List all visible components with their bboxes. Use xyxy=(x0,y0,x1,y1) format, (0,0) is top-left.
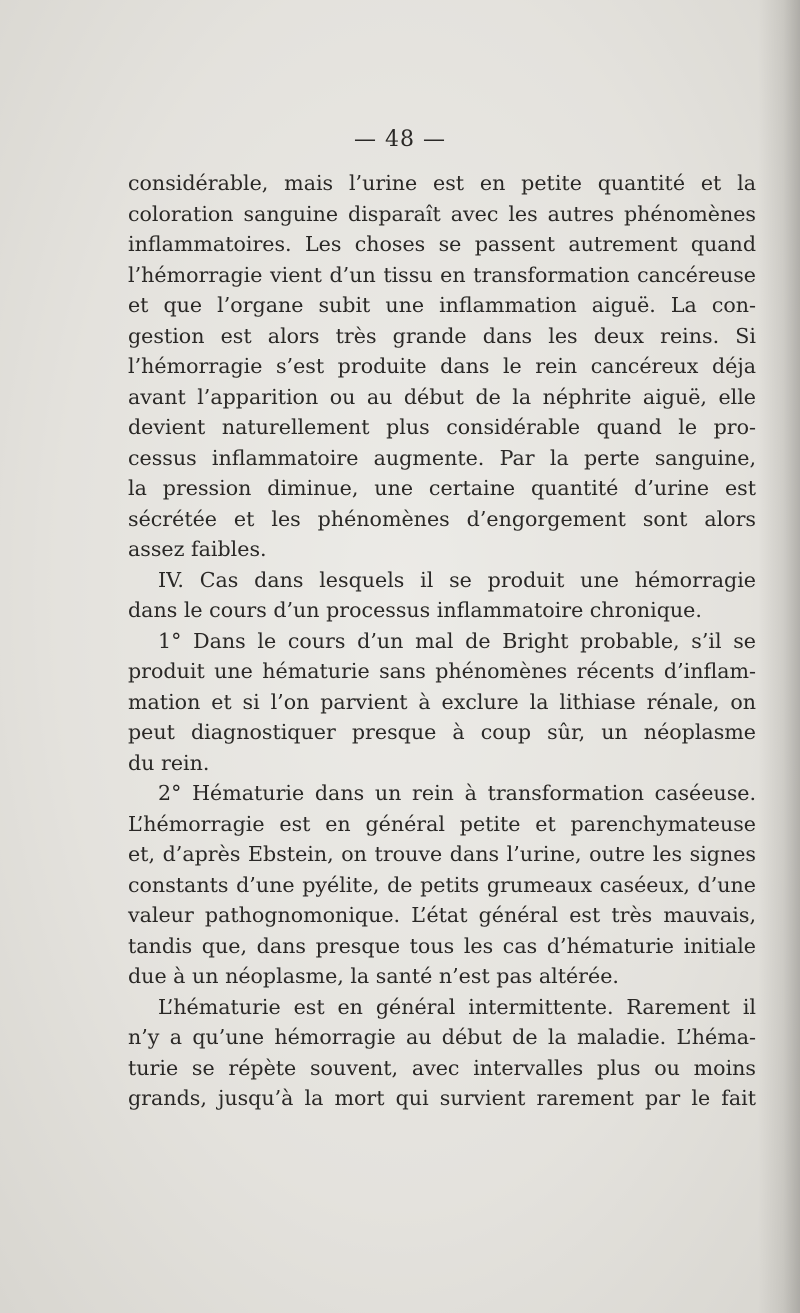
text-line: assez faibles. xyxy=(128,537,267,561)
text-line: gestion est alors très grande dans les deux reins. Si xyxy=(128,323,756,348)
text-line: 1° Dans le cours d’un mal de Bright probable, s’il se xyxy=(158,628,756,653)
text-line: l’hémorragie s’est produite dans le rein cancéreux déja xyxy=(128,354,756,378)
text-line: produit une hématurie sans phénomènes récents d’inflam- xyxy=(128,659,756,683)
text-line: turie se répète souvent, avec intervalles plus ou moins xyxy=(128,1055,756,1080)
text-line: L’hémorragie est en général petite et parenchymateuse xyxy=(128,811,756,836)
text-line: l’hémorragie vient d’un tissu en transformation cancéreuse xyxy=(128,262,756,287)
text-line: du rein. xyxy=(128,750,210,775)
text-line: considérable, mais l’urine est en petite quantité et la xyxy=(128,171,756,195)
text-line: L’hématurie est en général intermittente. Rarement il xyxy=(158,994,756,1019)
text-line: valeur pathognomonique. L’état général est très mauvais, xyxy=(128,903,756,927)
text-line: et, d’après Ebstein, on trouve dans l’urine, outre les signes xyxy=(128,842,756,866)
text-line: inflammatoires. Les choses se passent autrement quand xyxy=(128,232,756,256)
text-line: peut diagnostiquer presque à coup sûr, un néoplasme xyxy=(128,720,756,744)
text-line: tandis que, dans presque tous les cas d’hématurie initiale xyxy=(128,933,756,958)
page-edge-shadow xyxy=(758,0,800,1313)
text-line: et que l’organe subit une inflammation aiguë. La con- xyxy=(128,293,756,317)
body-text xyxy=(128,168,756,1114)
text-line: n’y a qu’une hémorragie au début de la maladie. L’héma- xyxy=(128,1025,756,1049)
text-line: dans le cours d’un processus inflammatoire chronique. xyxy=(128,598,702,622)
text-line: mation et si l’on parvient à exclure la lithiase rénale, on xyxy=(128,689,756,714)
text-line: 2° Hématurie dans un rein à transformation caséeuse. xyxy=(158,781,756,805)
text-line: coloration sanguine disparaît avec les autres phénomènes xyxy=(128,201,756,226)
text-line: constants d’une pyélite, de petits grumeaux caséeux, d’une xyxy=(128,872,756,897)
text-line: IV. Cas dans lesquels il se produit une hémorragie xyxy=(158,567,756,592)
text-line: due à un néoplasme, la santé n’est pas altérée. xyxy=(128,964,619,988)
text-line: sécrétée et les phénomènes d’engorgement sont alors xyxy=(128,506,756,531)
text-line: avant l’apparition ou au début de la néphrite aiguë, elle xyxy=(128,384,756,409)
text-line: la pression diminue, une certaine quantité d’urine est xyxy=(128,476,756,500)
page-number: — 48 — xyxy=(354,127,446,152)
text-line: cessus inflammatoire augmente. Par la perte sanguine, xyxy=(128,445,756,470)
text-line: devient naturellement plus considérable quand le pro- xyxy=(128,415,756,439)
text-line: grands, jusqu’à la mort qui survient rarement par le fait xyxy=(128,1086,756,1110)
